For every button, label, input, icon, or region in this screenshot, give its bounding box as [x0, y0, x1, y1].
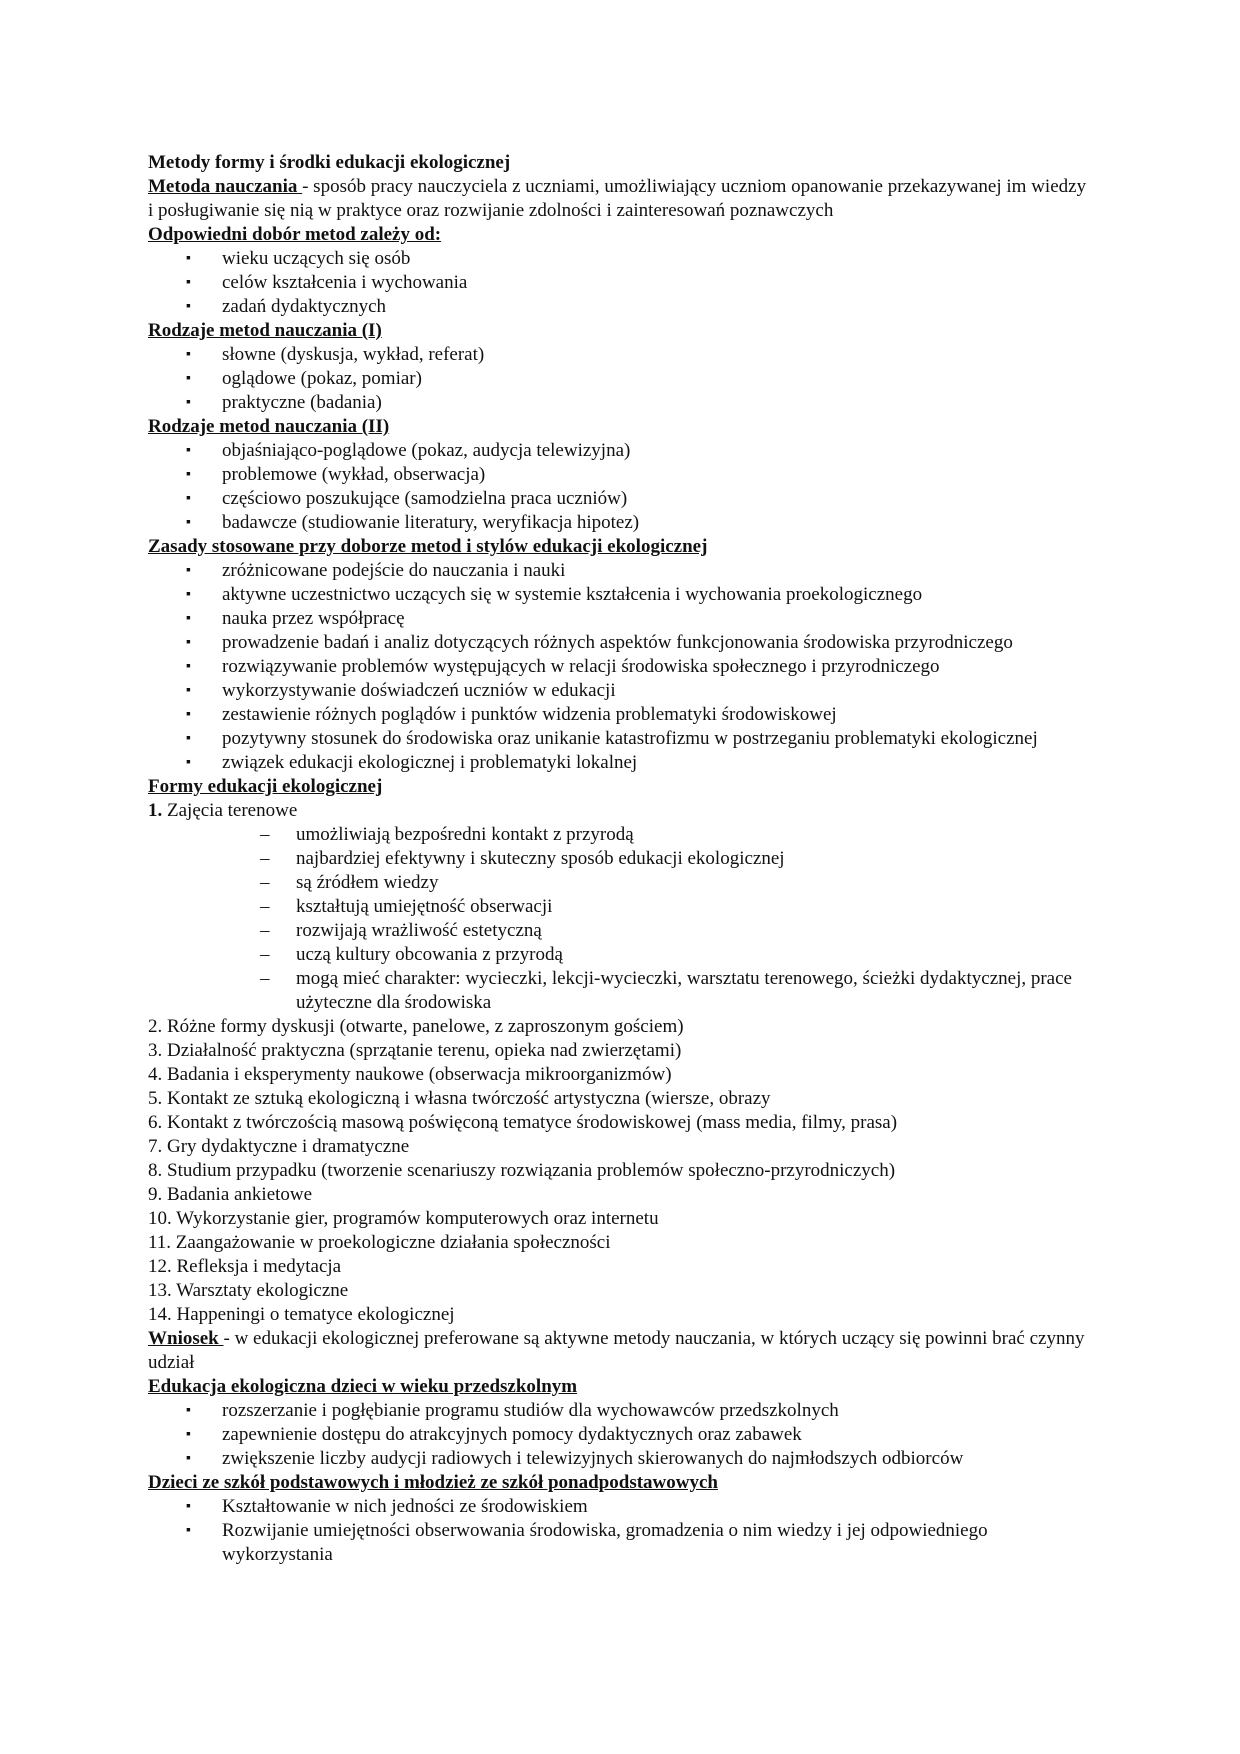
- list-item: 9. Badania ankietowe: [148, 1184, 313, 1205]
- dash-icon: –: [260, 896, 270, 917]
- section-heading-zasady: Zasady stosowane przy doborze metod i stylów edukacji ekologicznej: [148, 536, 708, 557]
- list-item: 3. Działalność praktyczna (sprzątanie terenu, opieka nad zwierzętami): [148, 1040, 682, 1061]
- bullet-icon: ▪: [186, 707, 191, 722]
- definition-text: - sposób pracy nauczyciela z uczniami, umożliwiający uczniom opanowanie przekazywanej im wiedzy i posługiwanie się nią w praktyce oraz rozwijanie zdolności i zainteresowań poznawczych: [148, 176, 1087, 221]
- list-item: ▪ rozszerzanie i pogłębianie programu studiów dla wychowawców przedszkolnych: [186, 1400, 839, 1421]
- list-zasady: [148, 559, 1088, 775]
- section-heading-dobor: Odpowiedni dobór metod zależy od:: [148, 224, 442, 245]
- list-item: ▪ Rozwijanie umiejętności obserwowania środowiska, gromadzenia o nim wiedzy i jej odpowiedniego wykorzystania: [186, 1520, 988, 1565]
- bullet-icon: ▪: [186, 251, 191, 266]
- form-item-1-number: 1.: [148, 800, 163, 821]
- list-formy: [148, 1015, 1088, 1327]
- list-item: 2. Różne formy dyskusji (otwarte, panelowe, z zaproszonym gościem): [148, 1016, 684, 1037]
- section-heading-szkoly: Dzieci ze szkół podstawowych i młodzież ze szkół ponadpodstawowych: [148, 1472, 718, 1493]
- list-item: ▪ objaśniająco-poglądowe (pokaz, audycja telewizyjna): [186, 440, 631, 461]
- list-item: 13. Warsztaty ekologiczne: [148, 1280, 349, 1301]
- form-item-1: [148, 799, 1088, 823]
- list-item: 5. Kontakt ze sztuką ekologiczną i własna twórczość artystyczna (wiersze, obrazy: [148, 1088, 771, 1109]
- list-item: ▪ problemowe (wykład, obserwacja): [186, 464, 486, 485]
- bullet-icon: ▪: [186, 515, 191, 530]
- list-item: 10. Wykorzystanie gier, programów komputerowych oraz internetu: [148, 1208, 659, 1229]
- bullet-icon: ▪: [186, 611, 191, 626]
- list-item: – mogą mieć charakter: wycieczki, lekcji-wycieczki, warsztatu terenowego, ścieżki dydaktycznej, prace użyteczne dla środowiska: [260, 968, 1072, 1013]
- bullet-icon: ▪: [186, 347, 191, 362]
- list-item: ▪ zadań dydaktycznych: [186, 296, 387, 317]
- bullet-icon: ▪: [186, 467, 191, 482]
- list-rodzaje-1: [148, 343, 1088, 415]
- bullet-icon: ▪: [186, 563, 191, 578]
- list-item: ▪ zwiększenie liczby audycji radiowych i telewizyjnych skierowanych do najmłodszych odbiorców: [186, 1448, 964, 1469]
- dash-icon: –: [260, 920, 270, 941]
- section-heading-rodzaje-1: Rodzaje metod nauczania (I): [148, 320, 382, 341]
- list-item: ▪ zestawienie różnych poglądów i punktów widzenia problematyki środowiskowej: [186, 704, 837, 725]
- list-szkoly: [148, 1495, 1088, 1567]
- bullet-icon: ▪: [186, 659, 191, 674]
- conclusion-text: - w edukacji ekologicznej preferowane są aktywne metody nauczania, w których uczący się powinni brać czynny udział: [148, 1328, 1085, 1373]
- list-item: 8. Studium przypadku (tworzenie scenariuszy rozwiązania problemów społeczno-przyrodniczych): [148, 1160, 896, 1181]
- bullet-icon: ▪: [186, 731, 191, 746]
- list-item: 6. Kontakt z twórczością masową poświęconą tematyce środowiskowej (mass media, filmy, prasa): [148, 1112, 898, 1133]
- bullet-icon: ▪: [186, 587, 191, 602]
- list-item: ▪ praktyczne (badania): [186, 392, 382, 413]
- list-przedszkole: [148, 1399, 1088, 1471]
- bullet-icon: ▪: [186, 371, 191, 386]
- section-heading-rodzaje-2: Rodzaje metod nauczania (II): [148, 416, 390, 437]
- dash-icon: –: [260, 944, 270, 965]
- list-item: – kształtują umiejętność obserwacji: [260, 896, 553, 917]
- list-item: ▪ zróżnicowane podejście do nauczania i nauki: [186, 560, 566, 581]
- list-item: ▪ nauka przez współpracę: [186, 608, 405, 629]
- list-item: ▪ wykorzystywanie doświadczeń uczniów w edukacji: [186, 680, 616, 701]
- list-item: ▪ rozwiązywanie problemów występujących w relacji środowiska społecznego i przyrodniczego: [186, 656, 940, 677]
- list-rodzaje-2: [148, 439, 1088, 535]
- bullet-icon: ▪: [186, 275, 191, 290]
- bullet-icon: ▪: [186, 1427, 191, 1442]
- list-item: ▪ oglądowe (pokaz, pomiar): [186, 368, 422, 389]
- document-content: [148, 151, 1088, 1567]
- bullet-icon: ▪: [186, 683, 191, 698]
- definition-paragraph: [148, 175, 1088, 223]
- list-item: ▪ pozytywny stosunek do środowiska oraz unikanie katastrofizmu w postrzeganiu problematyki ekologicznej: [186, 728, 1038, 749]
- list-item: ▪ słowne (dyskusja, wykład, referat): [186, 344, 485, 365]
- list-item: ▪ aktywne uczestnictwo uczących się w systemie kształcenia i wychowania proekologicznego: [186, 584, 923, 605]
- bullet-icon: ▪: [186, 395, 191, 410]
- definition-term: Metoda nauczania: [148, 176, 303, 197]
- bullet-icon: ▪: [186, 1523, 191, 1538]
- list-item: ▪ częściowo poszukujące (samodzielna praca uczniów): [186, 488, 628, 509]
- dash-icon: –: [260, 968, 270, 989]
- dash-icon: –: [260, 848, 270, 869]
- bullet-icon: ▪: [186, 1451, 191, 1466]
- section-heading-formy: Formy edukacji ekologicznej: [148, 776, 383, 797]
- bullet-icon: ▪: [186, 755, 191, 770]
- list-item: ▪ wieku uczących się osób: [186, 248, 411, 269]
- list-item: ▪ zapewnienie dostępu do atrakcyjnych pomocy dydaktycznych oraz zabawek: [186, 1424, 802, 1445]
- list-zajecia-terenowe: [148, 823, 1088, 1015]
- list-item: 4. Badania i eksperymenty naukowe (obserwacja mikroorganizmów): [148, 1064, 672, 1085]
- list-item: ▪ badawcze (studiowanie literatury, weryfikacja hipotez): [186, 512, 640, 533]
- dash-icon: –: [260, 872, 270, 893]
- list-item: ▪ prowadzenie badań i analiz dotyczących różnych aspektów funkcjonowania środowiska przyrodniczego: [186, 632, 1013, 653]
- list-item: ▪ celów kształcenia i wychowania: [186, 272, 468, 293]
- bullet-icon: ▪: [186, 1499, 191, 1514]
- conclusion-term: Wniosek: [148, 1328, 224, 1349]
- bullet-icon: ▪: [186, 443, 191, 458]
- bullet-icon: ▪: [186, 299, 191, 314]
- bullet-icon: ▪: [186, 491, 191, 506]
- list-item: – rozwijają wrażliwość estetyczną: [260, 920, 542, 941]
- list-item: ▪ związek edukacji ekologicznej i problematyki lokalnej: [186, 752, 638, 773]
- list-item: 11. Zaangażowanie w proekologiczne działania społeczności: [148, 1232, 611, 1253]
- bullet-icon: ▪: [186, 635, 191, 650]
- section-heading-przedszkole: Edukacja ekologiczna dzieci w wieku przedszkolnym: [148, 1376, 578, 1397]
- page-title: Metody formy i środki edukacji ekologicznej: [148, 152, 511, 173]
- list-item: 14. Happeningi o tematyce ekologicznej: [148, 1304, 455, 1325]
- list-item: – uczą kultury obcowania z przyrodą: [260, 944, 563, 965]
- list-item: 12. Refleksja i medytacja: [148, 1256, 342, 1277]
- list-item: – umożliwiają bezpośredni kontakt z przyrodą: [260, 824, 634, 845]
- conclusion-paragraph: [148, 1327, 1088, 1375]
- list-dobor: [148, 247, 1088, 319]
- list-item: – są źródłem wiedzy: [260, 872, 439, 893]
- bullet-icon: ▪: [186, 1403, 191, 1418]
- form-item-1-label: Zajęcia terenowe: [162, 800, 298, 821]
- dash-icon: –: [260, 824, 270, 845]
- list-item: – najbardziej efektywny i skuteczny sposób edukacji ekologicznej: [260, 848, 785, 869]
- list-item: 7. Gry dydaktyczne i dramatyczne: [148, 1136, 410, 1157]
- list-item: ▪ Kształtowanie w nich jedności ze środowiskiem: [186, 1496, 588, 1517]
